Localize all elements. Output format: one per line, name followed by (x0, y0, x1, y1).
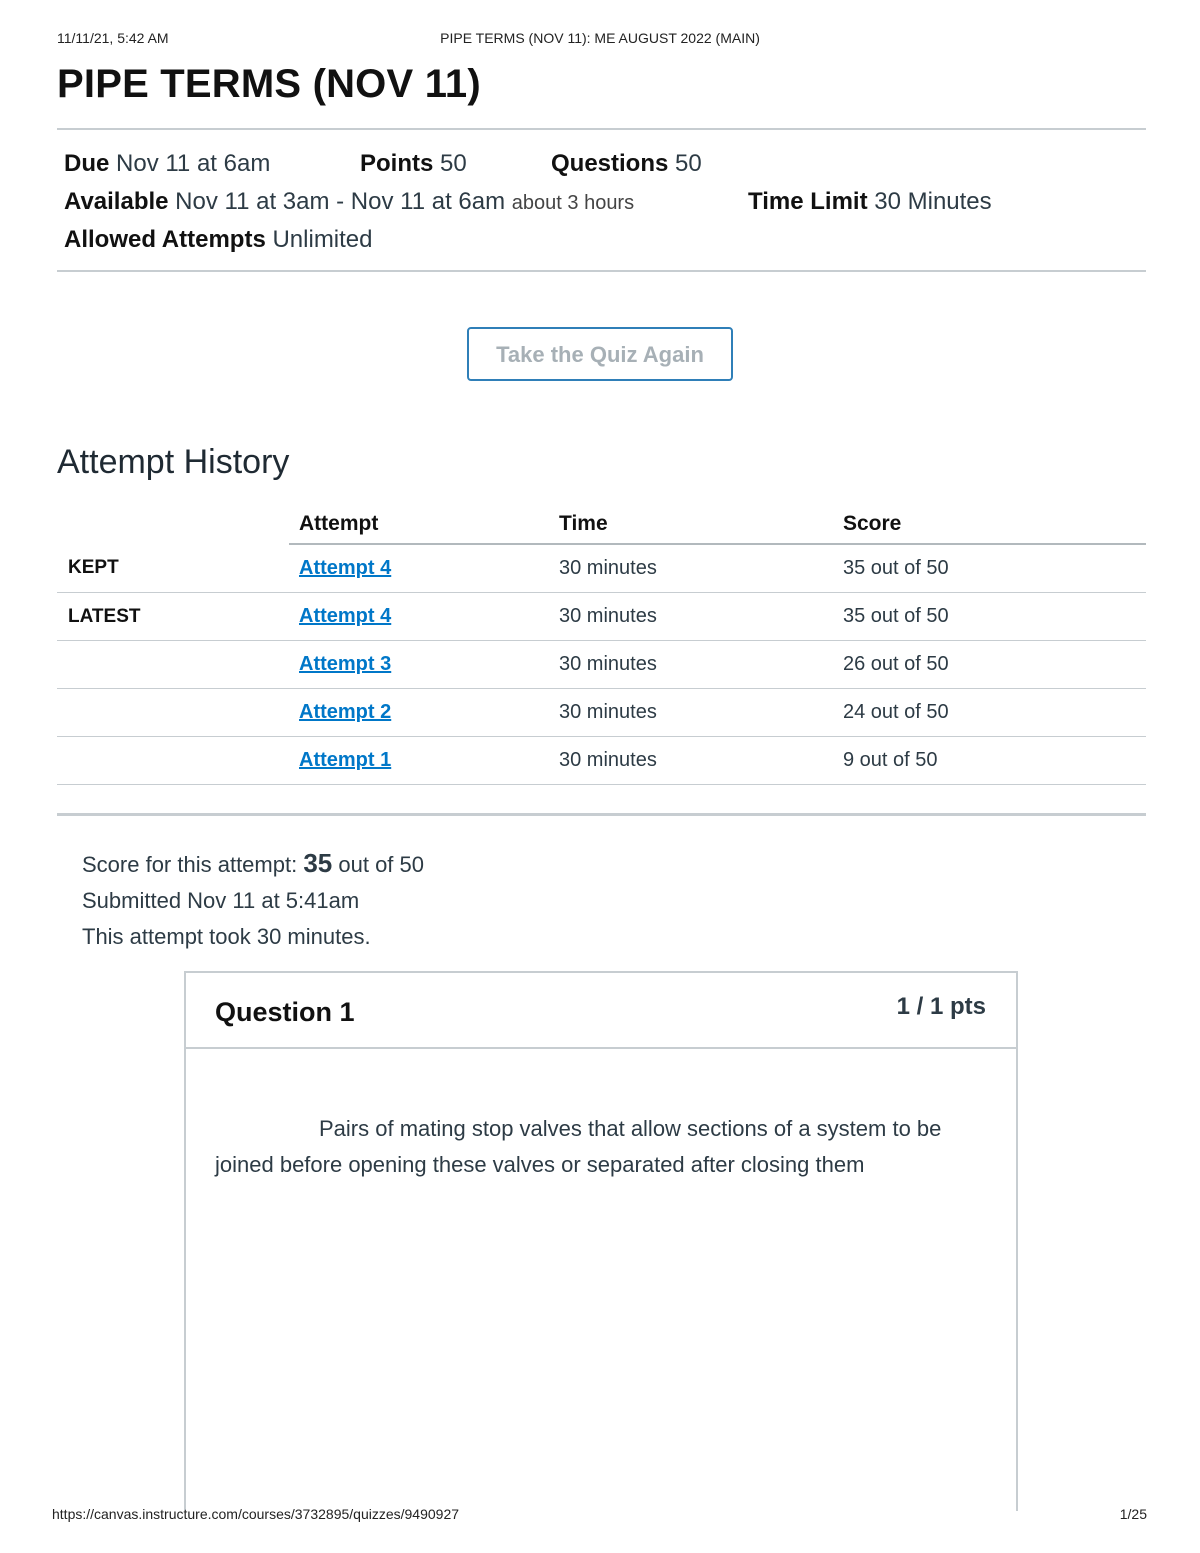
points-label: Points (360, 150, 434, 177)
page-title: PIPE TERMS (NOV 11) (57, 62, 481, 106)
questions-value: 50 (675, 150, 702, 177)
score-prefix: Score for this attempt: (82, 852, 298, 877)
print-datetime: 11/11/21, 5:42 AM (57, 30, 169, 46)
available-label: Available (64, 188, 169, 215)
row-score: 24 out of 50 (843, 689, 1146, 737)
print-doc-title: PIPE TERMS (NOV 11): ME AUGUST 2022 (MAIN) (440, 30, 760, 46)
table-row (57, 593, 1146, 641)
attempt-link[interactable]: Attempt 3 (299, 653, 392, 675)
question-body (186, 1049, 1016, 1183)
row-label (57, 737, 289, 785)
due-value: Nov 11 at 6am (116, 150, 271, 177)
retake-wrap (0, 327, 1200, 381)
score-line (82, 845, 424, 883)
submitted-line: Submitted Nov 11 at 5:41am (82, 888, 360, 913)
time-limit-meta (748, 188, 992, 216)
available-meta (64, 188, 634, 216)
attempt-link[interactable]: Attempt 4 (299, 605, 392, 627)
duration-line: This attempt took 30 minutes. (82, 924, 371, 949)
table-row (57, 544, 1146, 593)
due-label: Due (64, 150, 110, 177)
row-score: 35 out of 50 (843, 544, 1146, 593)
table-header-row (57, 505, 1146, 544)
divider (57, 270, 1146, 272)
quiz-meta-row-1 (64, 150, 270, 178)
take-quiz-again-button[interactable]: Take the Quiz Again (467, 327, 733, 381)
attempt-history-title: Attempt History (57, 443, 290, 481)
divider (57, 814, 1146, 816)
row-score: 26 out of 50 (843, 641, 1146, 689)
row-time: 30 minutes (559, 544, 843, 593)
score-suffix: out of 50 (338, 852, 425, 877)
question-text: Pairs of mating stop valves that allow sections of a system to be joined before opening these valves or separated after closing them (215, 1116, 942, 1177)
table-spacer-row (57, 785, 1146, 814)
header-time: Time (559, 505, 843, 544)
row-time: 30 minutes (559, 737, 843, 785)
attempt-history-table (57, 505, 1146, 814)
points-meta (360, 150, 467, 178)
attempt-summary (82, 845, 424, 955)
print-url: https://canvas.instructure.com/courses/3732895/quizzes/9490927 (52, 1506, 460, 1522)
attempts-value: Unlimited (272, 226, 373, 253)
divider (57, 128, 1146, 130)
row-label (57, 641, 289, 689)
questions-meta (551, 150, 702, 178)
question-card (184, 971, 1018, 1511)
attempt-link[interactable]: Attempt 4 (299, 557, 392, 579)
time-limit-label: Time Limit (748, 188, 868, 215)
question-points: 1 / 1 pts (896, 993, 986, 1020)
score-value: 35 (303, 848, 333, 878)
question-title: Question 1 (215, 997, 355, 1027)
questions-label: Questions (551, 150, 669, 177)
attempt-link[interactable]: Attempt 1 (299, 749, 392, 771)
available-duration: about 3 hours (511, 192, 635, 214)
row-time: 30 minutes (559, 689, 843, 737)
attempts-meta (64, 226, 373, 254)
table-row (57, 737, 1146, 785)
row-time: 30 minutes (559, 641, 843, 689)
header-score: Score (843, 505, 1146, 544)
table-row (57, 689, 1146, 737)
question-header (186, 973, 1016, 1049)
row-score: 35 out of 50 (843, 593, 1146, 641)
time-limit-value: 30 Minutes (874, 188, 992, 215)
header-label (57, 505, 289, 544)
row-score: 9 out of 50 (843, 737, 1146, 785)
row-label: LATEST (57, 593, 289, 641)
print-page-number: 1/25 (1119, 1506, 1147, 1522)
points-value: 50 (440, 150, 467, 177)
attempt-link[interactable]: Attempt 2 (299, 701, 392, 723)
print-footer (0, 1506, 1200, 1526)
row-time: 30 minutes (559, 593, 843, 641)
print-header (0, 30, 1200, 50)
header-attempt: Attempt (289, 505, 559, 544)
table-row (57, 641, 1146, 689)
row-label (57, 689, 289, 737)
available-value: Nov 11 at 3am - Nov 11 at 6am (175, 188, 506, 215)
row-label: KEPT (57, 544, 289, 593)
attempts-label: Allowed Attempts (64, 226, 266, 253)
